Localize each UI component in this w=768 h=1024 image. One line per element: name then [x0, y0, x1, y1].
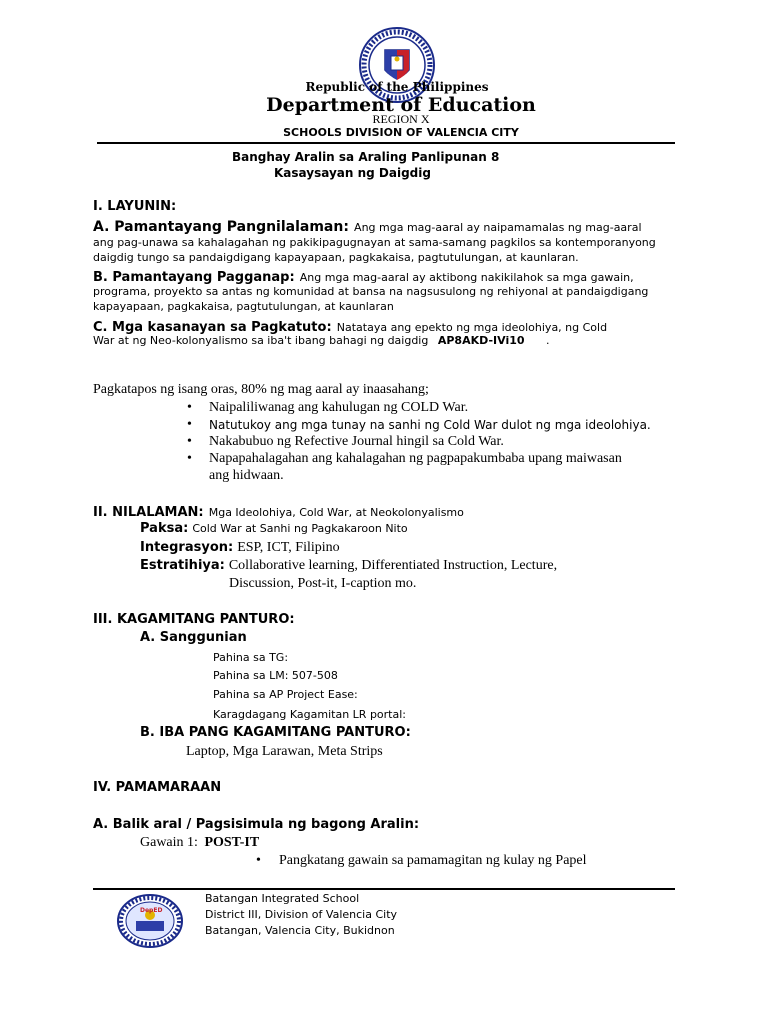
section1-a-text1: Ang mga mag-aaral ay naipamamalas ng mag-aaral [354, 221, 642, 234]
estratihiya-line [140, 556, 557, 574]
objective-item: Nakabubuo ng Refective Journal hingil sa Cold War. [209, 434, 504, 449]
section2-line1 [93, 501, 464, 520]
footer-divider [93, 888, 675, 890]
section1-c-line2 [93, 334, 550, 347]
section1-a-text3: daigdig tungo sa pandaigdigang kapayapaan, pagkakaisa, pagtutulungan, at kaunlaran. [93, 251, 579, 264]
reference-item: Karagdagang Kagamitan LR portal: [213, 708, 406, 721]
section1-b-text2: programa, proyekto sa antas ng komunidad at bansa na nagsusulong ng rehiyonal at pandaigdigang [93, 285, 649, 298]
lesson-subtitle: Kasaysayan ng Daigdig [274, 166, 431, 180]
section1-b-label: B. Pamantayang Pagganap: [93, 270, 295, 285]
lesson-title: Banghay Aralin sa Araling Panlipunan 8 [232, 150, 500, 164]
section4-heading: IV. PAMAMARAAN [93, 780, 222, 795]
objective-bullet: • [187, 417, 192, 432]
paksa-text: Cold War at Sanhi ng Pagkakaroon Nito [192, 522, 408, 535]
integrasyon-line [140, 538, 340, 556]
section1-a-line1 [93, 216, 642, 235]
objective-item: Naipaliliwanag ang kahulugan ng COLD War. [209, 400, 469, 415]
balik-aral-heading: A. Balik aral / Pagsisimula ng bagong Aralin: [93, 817, 420, 832]
estratihiya-label: Estratihiya: [140, 558, 225, 573]
footer-address: Batangan, Valencia City, Bukidnon [205, 924, 395, 937]
objective-item: Napapahalagahan ang kahalagahan ng pagpapakumbaba upang maiwasan [209, 451, 622, 466]
logo-text: DepED [140, 907, 163, 914]
integrasyon-label: Integrasyon: [140, 540, 234, 555]
footer-school: Batangan Integrated School [205, 892, 360, 905]
region-text: REGION X [372, 112, 430, 126]
objective-item-continued: ang hidwaan. [209, 468, 284, 483]
objectives-intro: Pagkatapos ng isang oras, 80% ng mag aaral ay inaasahang; [93, 382, 429, 397]
section1-a-label: A. Pamantayang Pangnilalaman: [93, 219, 349, 235]
section1-b-line1 [93, 266, 634, 285]
republic-text: Republic of the Philippines [305, 80, 489, 94]
school-logo [116, 893, 184, 949]
section1-b-text1: Ang mga mag-aaral ay aktibong nakikilahok sa mga gawain, [299, 271, 634, 284]
objective-bullet: • [187, 451, 192, 466]
competency-end: . [546, 334, 550, 347]
reference-item: Pahina sa AP Project Ease: [213, 688, 358, 701]
paksa-line [140, 519, 408, 537]
section1-heading: I. LAYUNIN: [93, 199, 177, 214]
section2-content: Mga Ideolohiya, Cold War, at Neokolonyalismo [208, 506, 464, 519]
sanggunian-heading: A. Sanggunian [140, 630, 247, 645]
section1-c-text2: War at ng Neo-kolonyalismo sa iba't ibang bahagi ng daigdig [93, 334, 429, 347]
footer-district: District III, Division of Valencia City [205, 908, 398, 921]
objective-bullet: • [187, 400, 192, 415]
gawain-bullet: • [256, 853, 261, 868]
section1-a-text2: ang pag-unawa sa kahalagahan ng pakikipagugnayan at sama-samang pagkilos sa kontemporanyong [93, 236, 656, 249]
header-divider [97, 142, 675, 144]
gawain-title: POST-IT [204, 835, 260, 850]
division-text: SCHOOLS DIVISION OF VALENCIA CITY [283, 126, 519, 139]
other-materials-heading: B. IBA PANG KAGAMITANG PANTURO: [140, 725, 411, 740]
section1-b-text3: kapayapaan, pagkakaisa, pagtutulungan, at kaunlaran [93, 300, 394, 313]
other-materials-text: Laptop, Mga Larawan, Meta Strips [186, 744, 383, 759]
section3-heading: III. KAGAMITANG PANTURO: [93, 612, 295, 627]
gawain-line [140, 835, 259, 851]
objective-bullet: • [187, 434, 192, 449]
estratihiya-text2: Discussion, Post-it, I-caption mo. [229, 576, 417, 591]
competency-code: AP8AKD-IVi10 [437, 334, 525, 347]
section2-heading: II. NILALAMAN: [93, 505, 204, 520]
section1-c-text1: Natataya ang epekto ng mga ideolohiya, ng Cold [336, 321, 608, 334]
objective-item: Natutukoy ang mga tunay na sanhi ng Cold War dulot ng mga ideolohiya. [209, 418, 651, 432]
department-title: Department of Education [266, 94, 536, 116]
section1-c-line1 [93, 316, 607, 335]
gawain-item: Pangkatang gawain sa pamamagitan ng kulay ng Papel [279, 853, 587, 868]
paksa-label: Paksa: [140, 521, 189, 536]
section1-c-label: C. Mga kasanayan sa Pagkatuto: [93, 320, 332, 335]
integrasyon-text: ESP, ICT, Filipino [237, 540, 340, 555]
reference-item: Pahina sa LM: 507-508 [213, 669, 338, 682]
reference-item: Pahina sa TG: [213, 651, 289, 664]
estratihiya-text: Collaborative learning, Differentiated Instruction, Lecture, [228, 558, 558, 573]
gawain-label: Gawain 1: [140, 835, 198, 850]
